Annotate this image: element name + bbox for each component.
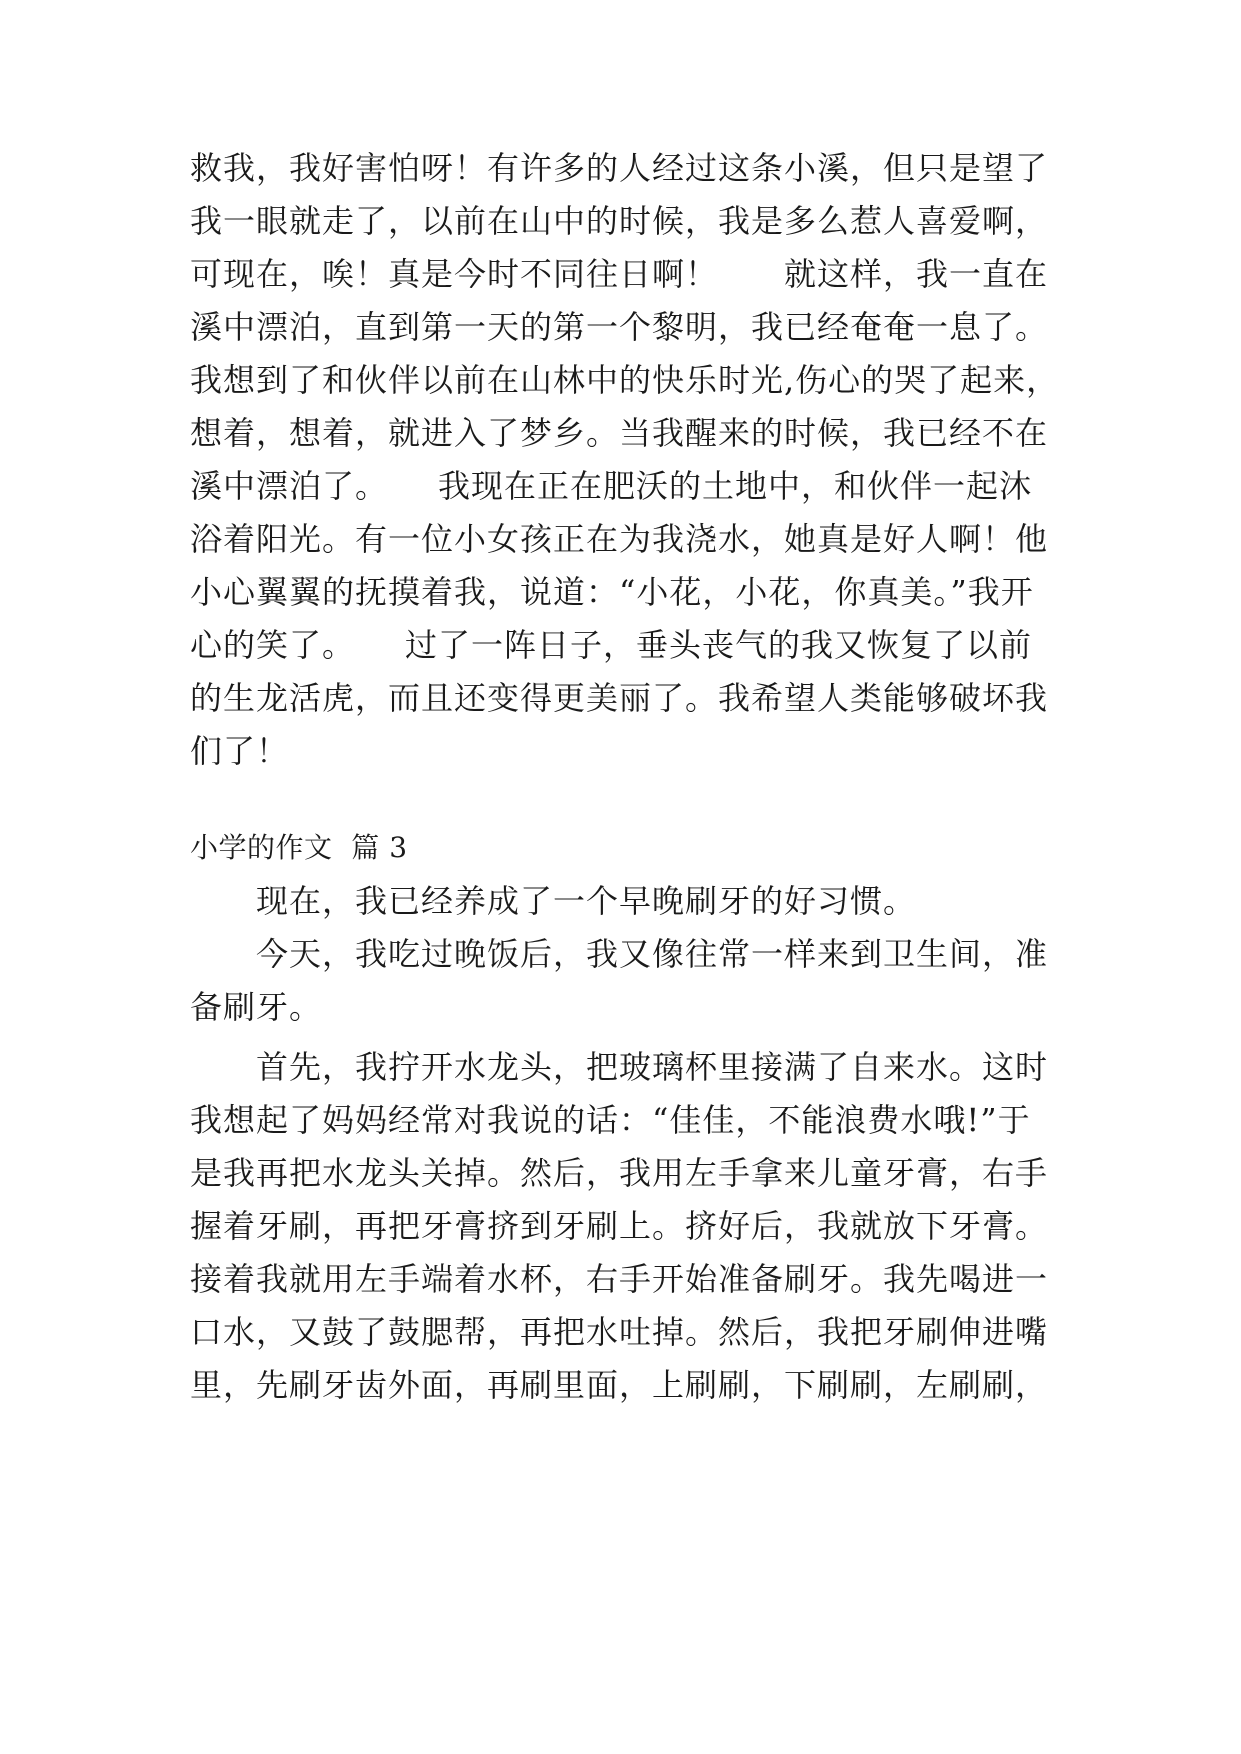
paragraph-line: 浴着阳光。有一位小女孩正在为我浇水，她真是好人啊！他 [190, 520, 1049, 558]
paragraph-line: 是我再把水龙头关掉。然后，我用左手拿来儿童牙膏，右手 [190, 1154, 1049, 1192]
paragraph-line: 备刷牙。 [190, 988, 323, 1026]
paragraph-line: 里，先刷牙齿外面，再刷里面，上刷刷，下刷刷，左刷刷， [190, 1366, 1049, 1404]
paragraph-line: 我想起了妈妈经常对我说的话：“佳佳，不能浪费水哦!”于 [190, 1101, 1031, 1139]
essay-heading: 小学的作文 篇 3 [190, 831, 408, 864]
paragraph-line: 溪中漂泊，直到第一天的第一个黎明，我已经奄奄一息了。 [190, 308, 1049, 346]
paragraph-line: 现在，我已经养成了一个早晚刷牙的好习惯。 [190, 882, 917, 920]
paragraph-line: 我想到了和伙伴以前在山林中的快乐时光,伤心的哭了起来， [190, 361, 1060, 399]
paragraph-line: 小心翼翼的抚摸着我，说道：“小花，小花，你真美。”我开 [190, 573, 1034, 611]
paragraph-line: 们了！ [190, 732, 290, 770]
paragraph-line: 救我，我好害怕呀！有许多的人经过这条小溪，但只是望了 [190, 149, 1049, 187]
paragraph-line: 今天，我吃过晚饭后，我又像往常一样来到卫生间，准 [190, 935, 1049, 973]
paragraph-line: 接着我就用左手端着水杯，右手开始准备刷牙。我先喝进一 [190, 1260, 1049, 1298]
paragraph-line: 溪中漂泊了。 我现在正在肥沃的土地中，和伙伴一起沐 [190, 467, 1033, 505]
paragraph-line: 想着，想着，就进入了梦乡。当我醒来的时候，我已经不在 [190, 414, 1049, 452]
paragraph-line: 的生龙活虎，而且还变得更美丽了。我希望人类能够破坏我 [190, 679, 1049, 717]
paragraph-line: 心的笑了。 过了一阵日子，垂头丧气的我又恢复了以前 [190, 626, 1033, 664]
paragraph-line: 首先，我拧开水龙头，把玻璃杯里接满了自来水。这时 [190, 1048, 1049, 1086]
paragraph-line: 口水，又鼓了鼓腮帮，再把水吐掉。然后，我把牙刷伸进嘴 [190, 1313, 1049, 1351]
paragraph-line: 可现在，唉！真是今时不同往日啊！ 就这样，我一直在 [190, 255, 1049, 293]
paragraph-line: 我一眼就走了，以前在山中的时候，我是多么惹人喜爱啊， [190, 202, 1049, 240]
paragraph-line: 握着牙刷，再把牙膏挤到牙刷上。挤好后，我就放下牙膏。 [190, 1207, 1049, 1245]
